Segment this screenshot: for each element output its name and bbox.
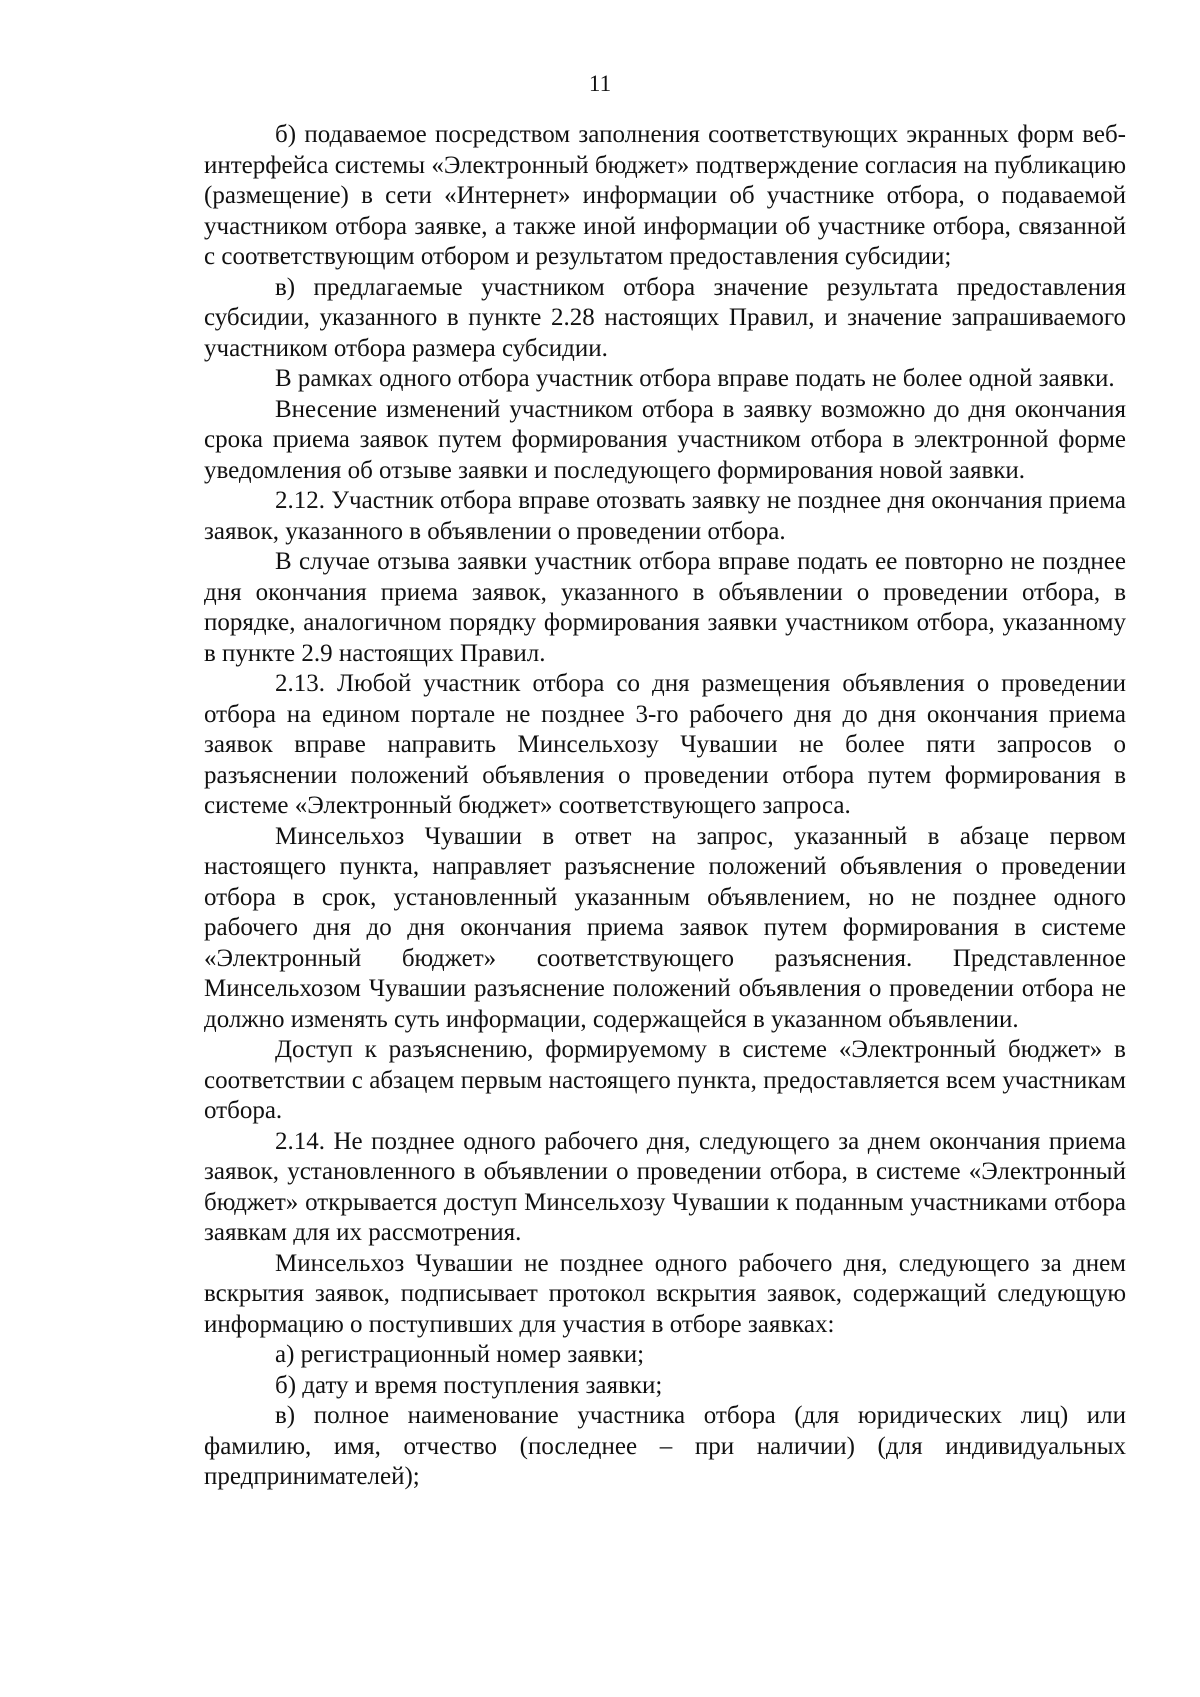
paragraph-v-participant-name: в) полное наименование участника отбора (для юридических лиц) или фамилию, имя, отчество (последнее – при наличии) (для индивидуальных предпринимателей);: [204, 1402, 1126, 1490]
paragraph-b-consent: б) подаваемое посредством заполнения соответствующих экранных форм веб-интерфейса системы «Электронный бюджет» подтверждение согласия на публикацию (размещение) в сети «Интернет» информации об участнике отбора, о подаваемой участником отбора заявке, а также иной информации об участнике отбора, связанной с соответствующим отбором и результатом предоставления субсидии;: [204, 121, 1126, 270]
paragraph-clarification-response: Минсельхоз Чувашии в ответ на запрос, указанный в абзаце первом настоящего пункта, направляет разъяснение положений объявления о проведении отбора в срок, установленный указанным объявлением, но не позднее одного рабочего дня до дня окончания приема заявок путем формирования в системе «Электронный бюджет» соответствующего разъяснения. Представленное Минсельхозом Чувашии разъяснение положений объявления о проведении отбора не должно изменять суть информации, содержащейся в указанном объявлении.: [204, 822, 1126, 1033]
paragraph-v-result-value: в) предлагаемые участником отбора значение результата предоставления субсидии, указанного в пункте 2.28 настоящих Правил, и значение запрашиваемого участником отбора размера субсидии.: [204, 273, 1126, 362]
paragraph-b-date-time: б) дату и время поступления заявки;: [275, 1371, 663, 1399]
paragraph-application-changes: Внесение изменений участником отбора в заявку возможно до дня окончания срока приема заявок путем формирования участником отбора в электронной форме уведомления об отзыве заявки и последующего формирования новой заявки.: [204, 395, 1126, 484]
page-number: 11: [588, 71, 612, 96]
paragraph-resubmission: В случае отзыва заявки участник отбора вправе подать ее повторно не позднее дня окончания приема заявок, указанного в объявлении о проведении отбора, в порядке, аналогичном порядку формирования заявки участником отбора, указанному в пункте 2.9 настоящих Правил.: [204, 548, 1126, 667]
paragraph-2-12-withdrawal: 2.12. Участник отбора вправе отозвать заявку не позднее дня окончания приема заявок, указанного в объявлении о проведении отбора.: [204, 487, 1126, 545]
document-body: [204, 120, 1126, 1493]
paragraph-opening-protocol: Минсельхоз Чувашии не позднее одного рабочего дня, следующего за днем вскрытия заявок, подписывает протокол вскрытия заявок, содержащий следующую информацию о поступивших для участия в отборе заявках:: [204, 1249, 1126, 1338]
paragraph-2-13-clarification-requests: 2.13. Любой участник отбора со дня размещения объявления о проведении отбора на едином портале не позднее 3-го рабочего дня до дня окончания приема заявок вправе направить Минсельхозу Чувашии не более пяти запросов о разъяснении положений объявления о проведении отбора путем формирования в системе «Электронный бюджет» соответствующего запроса.: [204, 670, 1126, 819]
paragraph-a-registration-number: а) регистрационный номер заявки;: [275, 1341, 645, 1368]
paragraph-clarification-access: Доступ к разъяснению, формируемому в системе «Электронный бюджет» в соответствии с абзацем первым настоящего пункта, предоставляется всем участникам отбора.: [204, 1036, 1126, 1124]
paragraph-2-14-access-opening: 2.14. Не позднее одного рабочего дня, следующего за днем окончания приема заявок, установленного в объявлении о проведении отбора, в системе «Электронный бюджет» открывается доступ Минсельхозу Чувашии к поданным участниками отбора заявкам для их рассмотрения.: [204, 1127, 1126, 1246]
paragraph-one-application-limit: В рамках одного отбора участник отбора вправе подать не более одной заявки.: [275, 365, 1115, 392]
